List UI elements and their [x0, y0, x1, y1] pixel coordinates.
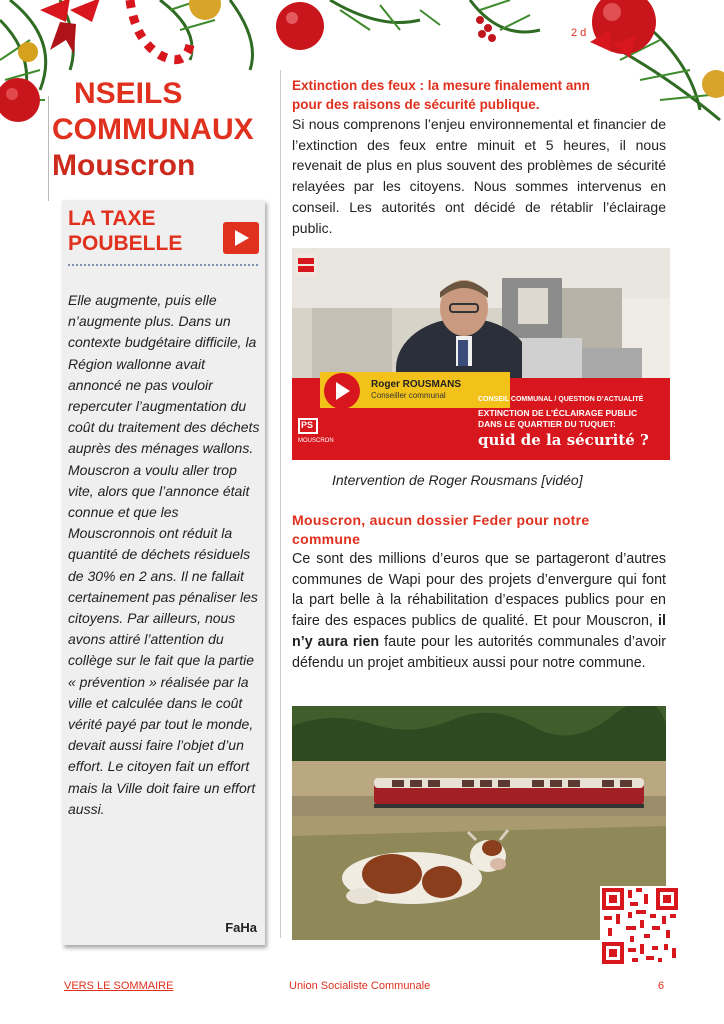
- title-rule: [48, 96, 49, 201]
- ps-logo-subtext: MOUSCRON: [298, 438, 334, 444]
- body-text-start: Ce sont des millions d’euros que se partageront d’autres communes de Wapi pour des projets d’envergure qui font la part belle à la réhabilitation d’espaces publics pour en faire des espaces publics de qualité. Et pour Mouscron,: [292, 551, 666, 630]
- page-number: 6: [658, 980, 665, 992]
- qr-code[interactable]: [600, 886, 680, 966]
- play-icon: [223, 222, 259, 254]
- page-title: [52, 76, 282, 184]
- article-feder: [292, 511, 666, 673]
- ps-logo-text: PS: [301, 420, 314, 430]
- sidebar-box: [62, 200, 265, 945]
- title-line-2: COMMUNAUX: [52, 113, 254, 146]
- column-divider: [280, 70, 281, 938]
- title-line-1: NSEILS: [74, 77, 183, 110]
- speaker-role: Conseiller communal: [371, 391, 446, 400]
- table-of-contents-link[interactable]: VERS LE SOMMAIRE: [64, 980, 174, 992]
- box-title-line-2: POUBELLE: [68, 232, 183, 255]
- banner-kicker: CONSEIL COMMUNAL / QUESTION D’ACTUALITÉ: [478, 396, 644, 403]
- box-title: [68, 206, 238, 256]
- video-thumbnail[interactable]: [292, 248, 670, 460]
- box-title-line-1: LA TAXE: [68, 207, 156, 230]
- page-date: 2 d: [571, 27, 587, 39]
- article-heading: [292, 511, 666, 549]
- article-heading: [292, 76, 666, 114]
- video-caption: Intervention de Roger Rousmans [vidéo]: [332, 472, 583, 488]
- play-button[interactable]: [223, 222, 259, 254]
- box-author: FaHa: [225, 920, 257, 935]
- article-extinction: [292, 76, 666, 238]
- box-body-text: Elle augmente, puis elle n’augmente plus. Dans un contexte budgétaire difficile, la Région wallonne avait annoncé ne pas vouloir repercuter l’augmentation du coût du traitement des déchets auprès des ménages wallons. Mouscron a voulu aller trop vite, alors que l’annonce était connue et que les Mouscronnois ont réduit la quantité de déchets résiduels de 30% en 2 ans. Il ne fallait certainement pas pénaliser les citoyens. Par ailleurs, nous avons attiré l’attention du collège sur le fait que la partie « prévention » réalisée par la ville et calculée dans le coût vérité payé par tout le monde, devait aussi faire l’objet d’un effort. Le citoyen fait un effort mais la Ville doit faire un effort aussi.: [68, 292, 260, 817]
- heading-line-2: pour des raisons de sécurité publique.: [292, 97, 540, 112]
- footer-organization: Union Socialiste Communale: [289, 980, 431, 992]
- body-text-end: faute pour les autorités communales d’avoir défendu un projet ambitieux aussi pour notre commune.: [292, 633, 666, 671]
- heading-line-1: Extinction des feux : la mesure finalement ann: [292, 78, 590, 93]
- banner-line-2: DANS LE QUARTIER DU TUQUET:: [478, 419, 616, 429]
- speaker-name: Roger ROUSMANS: [371, 379, 462, 390]
- title-line-3: Mouscron: [52, 149, 196, 182]
- heading-line-1: Mouscron, aucun dossier Feder pour notre: [292, 512, 590, 528]
- article-body: Si nous comprenons l’enjeu environnemental et financier de l’extinction des feux entre minuit et 5 heures, il nous revenait de plus en plus souvent des problèmes de sécurité relayées par les citoyens. Nous sommes intervenus en conseil. Les autorités ont décidé de rétablir l’éclairage public.: [292, 116, 666, 236]
- banner-line-1: EXTINCTION DE L’ÉCLAIRAGE PUBLIC: [478, 408, 638, 418]
- dotted-divider: [68, 264, 258, 266]
- article-body: [292, 549, 666, 673]
- banner-question: quid de la sécurité ?: [478, 431, 649, 449]
- heading-line-2: commune: [292, 531, 361, 547]
- body-text-bold: il n’y aura rien: [292, 613, 666, 650]
